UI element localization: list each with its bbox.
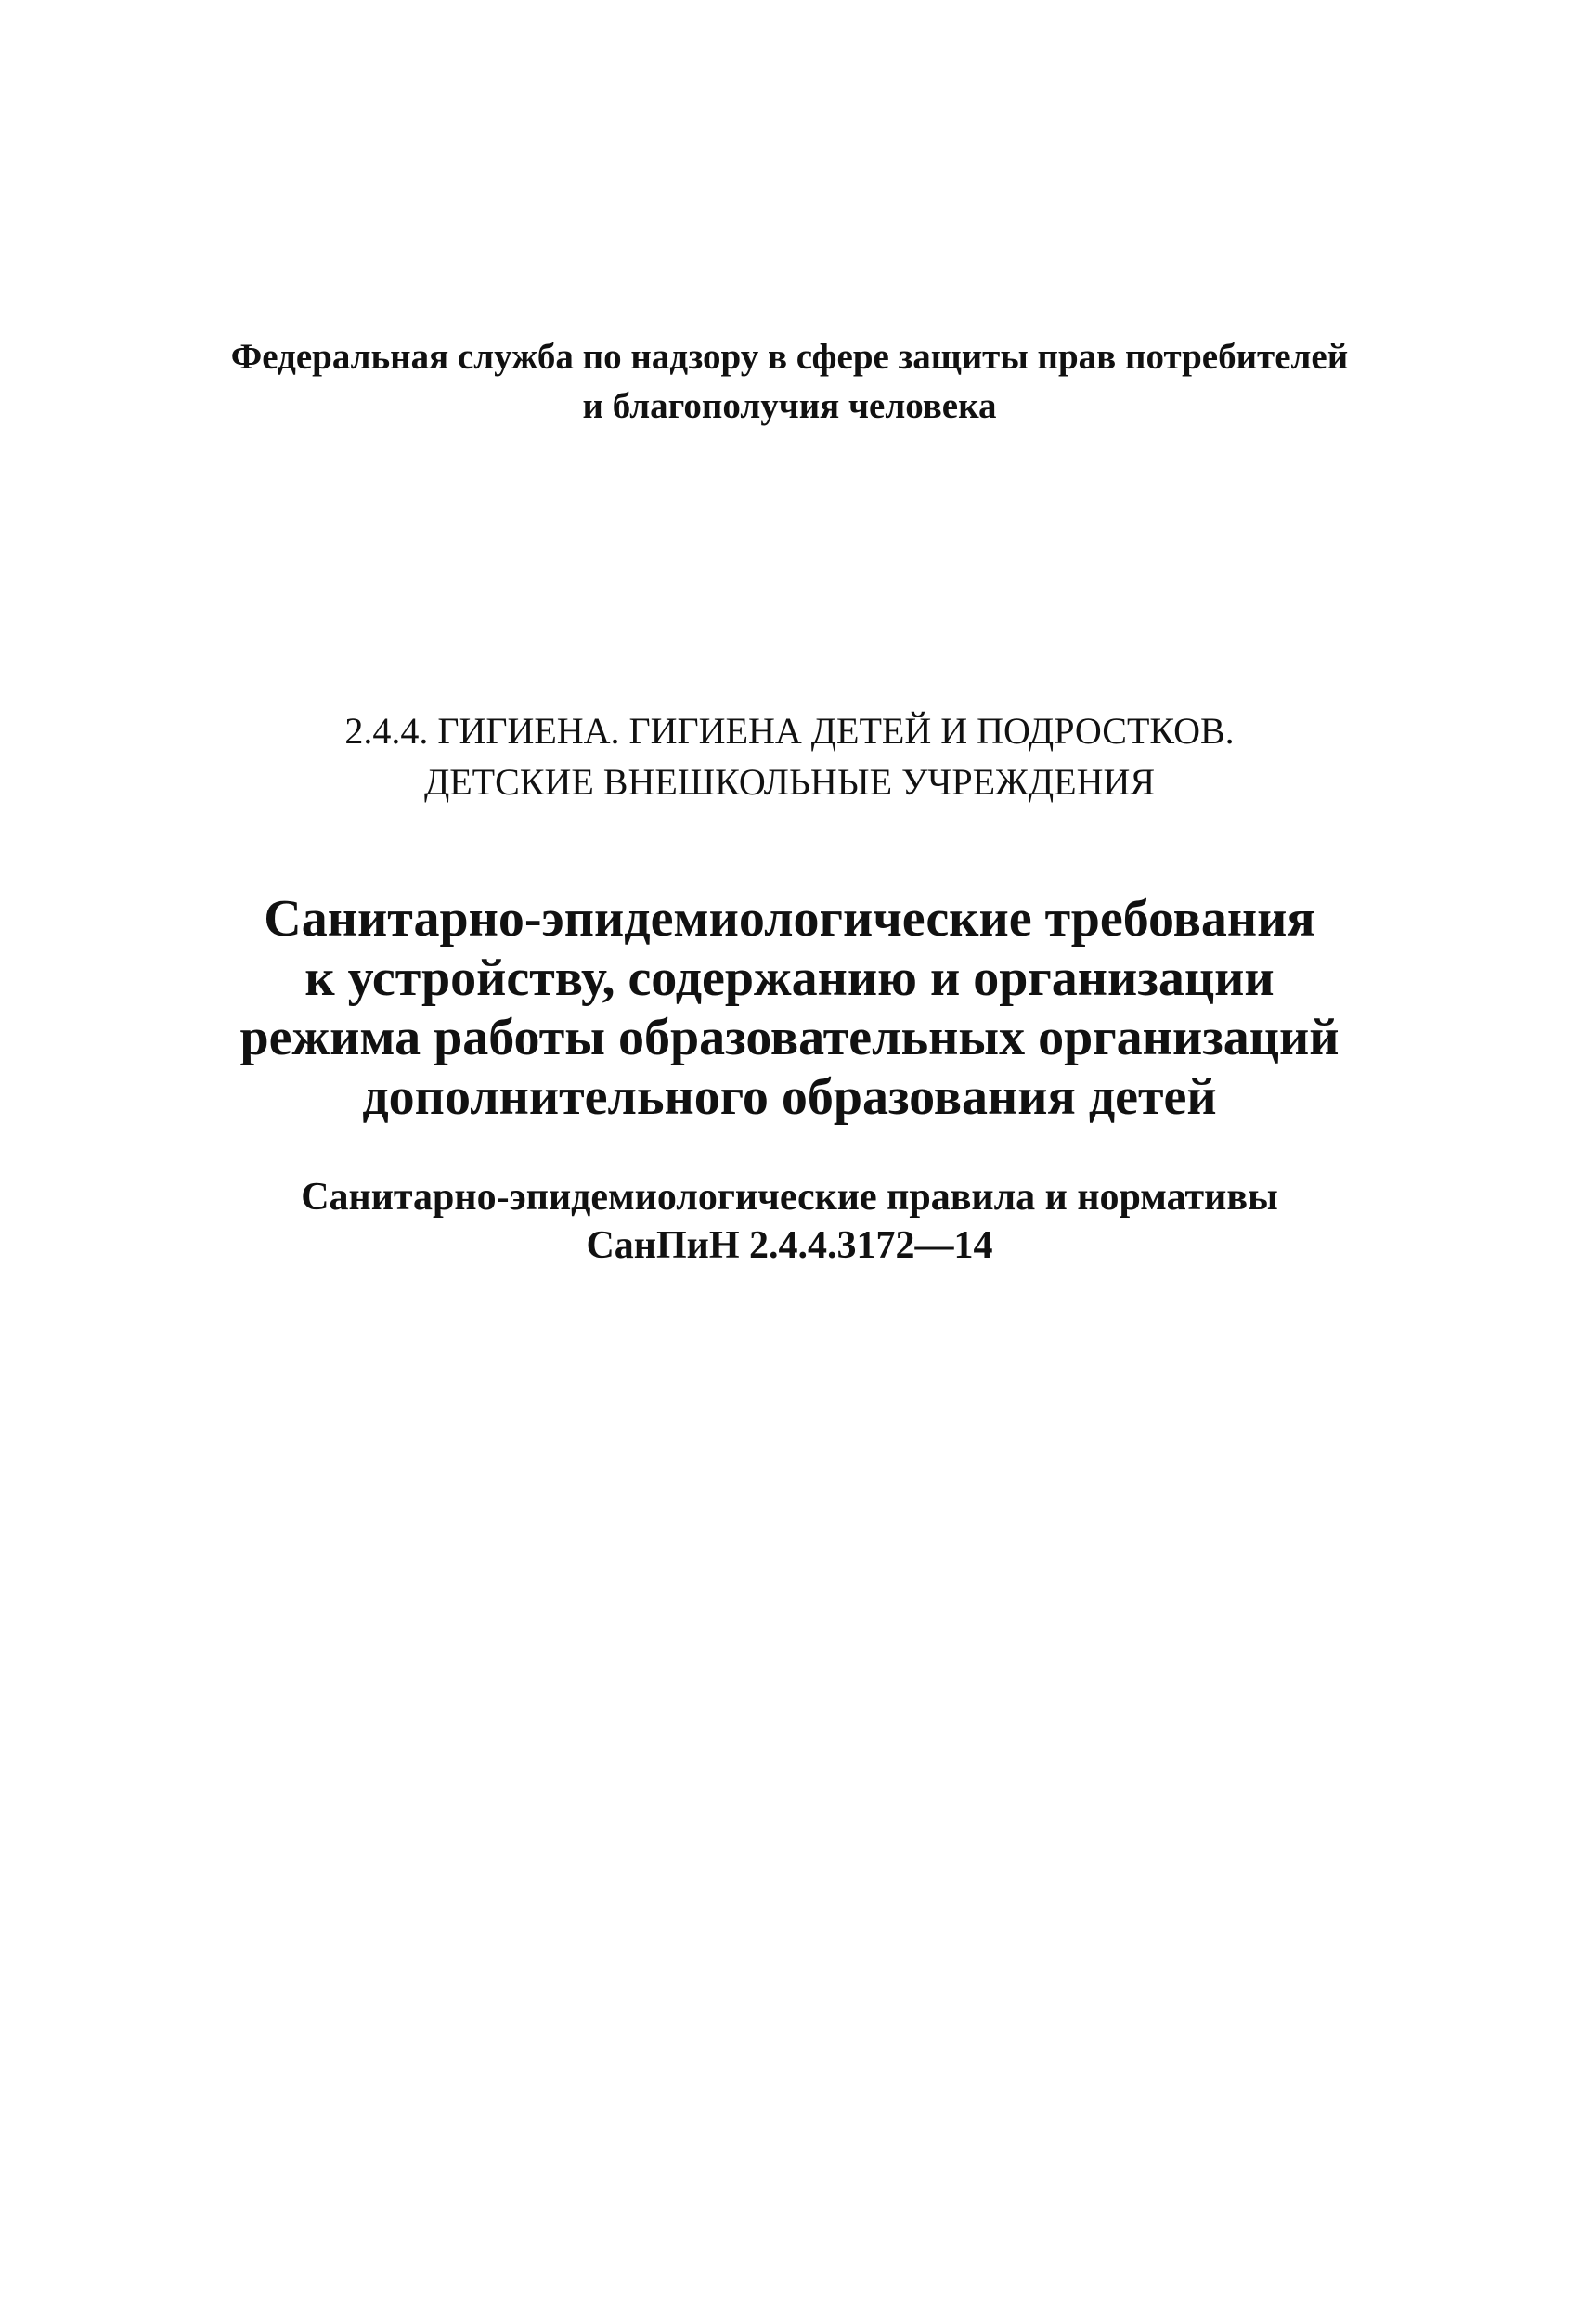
- doc-code: СанПиН 2.4.4.3172—14: [586, 1224, 993, 1267]
- section-line-1: 2.4.4. ГИГИЕНА. ГИГИЕНА ДЕТЕЙ И ПОДРОСТКОВ.: [344, 710, 1235, 752]
- agency-header: [0, 332, 1579, 431]
- agency-line-2: и благополучия человека: [582, 386, 997, 426]
- title-line-2: к устройству, содержанию и организации: [304, 949, 1275, 1007]
- doc-type-line-1: Санитарно-эпидемиологические правила и нормативы: [301, 1176, 1278, 1219]
- section-heading: [0, 705, 1579, 807]
- document-title: [0, 889, 1579, 1127]
- title-line-3: режима работы образовательных организаций: [239, 1009, 1340, 1066]
- agency-line-1: Федеральная служба по надзору в сфере защиты прав потребителей: [230, 337, 1349, 377]
- title-line-1: Санитарно-эпидемиологические требования: [264, 890, 1315, 948]
- document-type: [0, 1173, 1579, 1270]
- title-line-4: дополнительного образования детей: [362, 1068, 1217, 1126]
- section-line-2: ДЕТСКИЕ ВНЕШКОЛЬНЫЕ УЧРЕЖДЕНИЯ: [423, 761, 1156, 803]
